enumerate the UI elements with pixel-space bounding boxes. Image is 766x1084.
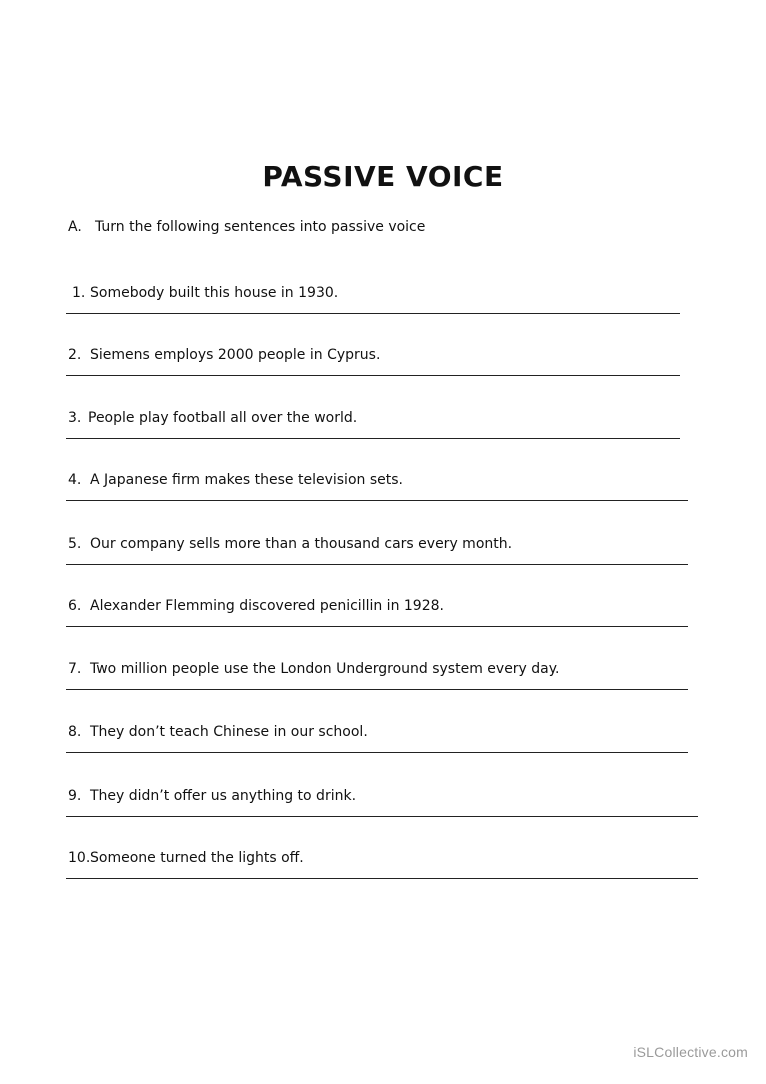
item-sentence: Someone turned the lights off. — [90, 850, 304, 866]
exercise-item — [68, 660, 560, 700]
answer-line[interactable] — [66, 500, 688, 501]
item-number: 2. — [68, 347, 82, 363]
instruction-letter: A. — [68, 219, 82, 235]
item-sentence: Two million people use the London Underground system every day. — [90, 661, 560, 677]
exercise-item — [68, 409, 357, 449]
answer-line[interactable] — [66, 689, 688, 690]
item-sentence: People play football all over the world. — [88, 410, 358, 426]
exercise-item — [68, 471, 403, 511]
item-number: 5. — [68, 536, 82, 552]
item-sentence: Siemens employs 2000 people in Cyprus. — [90, 347, 381, 363]
site-watermark: iSLCollective.com — [633, 1044, 748, 1060]
item-sentence: Alexander Flemming discovered penicillin in 1928. — [90, 598, 444, 614]
item-number: 7. — [68, 661, 82, 677]
exercise-item — [68, 723, 368, 763]
item-number: 1. — [72, 285, 86, 301]
answer-line[interactable] — [66, 313, 680, 314]
item-sentence: A Japanese firm makes these television sets. — [90, 472, 403, 488]
answer-line[interactable] — [66, 816, 698, 817]
exercise-item — [68, 535, 512, 575]
answer-line[interactable] — [66, 878, 698, 879]
instruction — [68, 219, 425, 235]
instruction-text: Turn the following sentences into passive voice — [95, 219, 426, 235]
exercise-item — [68, 597, 444, 637]
item-sentence: Somebody built this house in 1930. — [90, 285, 339, 301]
item-number: 6. — [68, 598, 82, 614]
item-number: 3. — [68, 410, 82, 426]
item-sentence: They don’t teach Chinese in our school. — [90, 724, 368, 740]
exercise-item — [68, 284, 338, 324]
item-number: 8. — [68, 724, 82, 740]
item-number: 9. — [68, 788, 82, 804]
answer-line[interactable] — [66, 626, 688, 627]
item-sentence: Our company sells more than a thousand cars every month. — [90, 536, 513, 552]
page-title: PASSIVE VOICE — [262, 160, 504, 193]
exercise-item — [68, 787, 356, 827]
exercise-item — [68, 849, 304, 889]
answer-line[interactable] — [66, 564, 688, 565]
item-sentence: They didn’t offer us anything to drink. — [90, 788, 357, 804]
answer-line[interactable] — [66, 375, 680, 376]
item-number: 4. — [68, 472, 82, 488]
answer-line[interactable] — [66, 438, 680, 439]
item-number: 10. — [68, 850, 91, 866]
answer-line[interactable] — [66, 752, 688, 753]
exercise-item — [68, 346, 380, 386]
